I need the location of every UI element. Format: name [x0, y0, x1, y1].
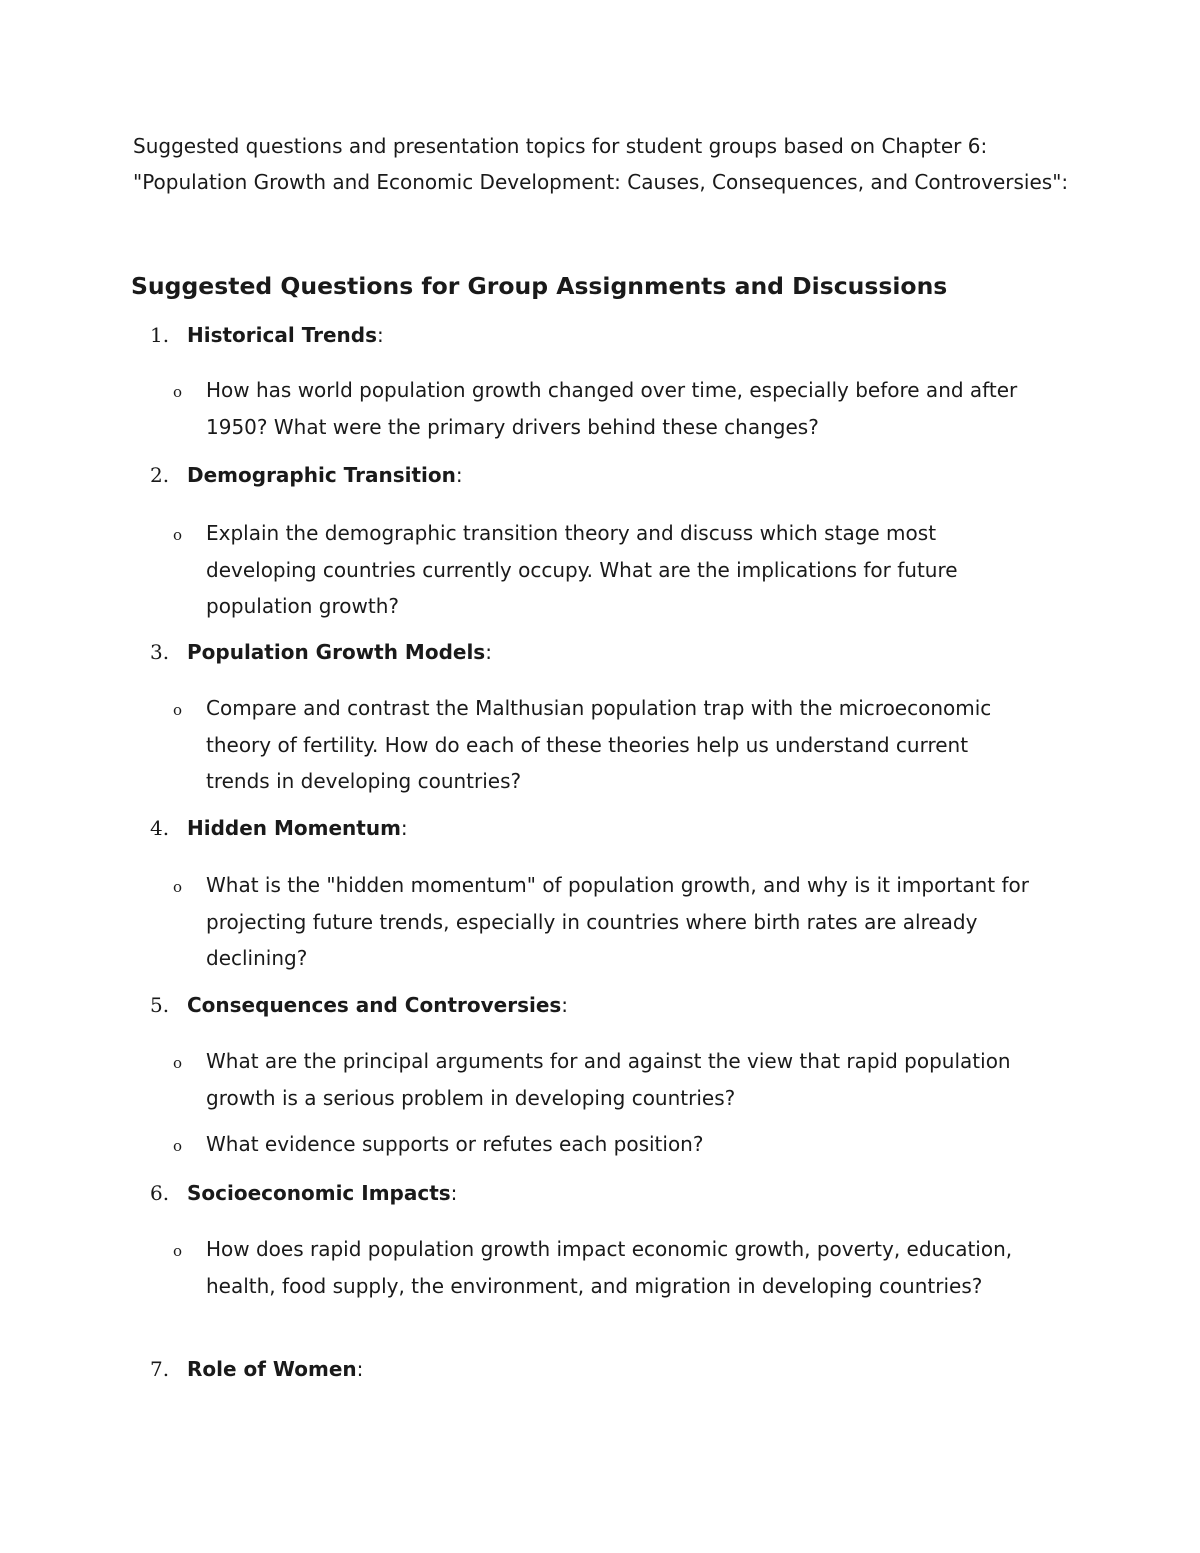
sub-question-text: How does rapid population growth impact economic growth, poverty, education, health, food supply, the environment, and migration in developing countries?: [206, 1237, 1013, 1298]
sub-question-text: What is the "hidden momentum" of population growth, and why is it important for projecting future trends, especially in countries where birth rates are already declining?: [206, 873, 1030, 970]
item-suffix: :: [356, 1357, 364, 1381]
bullet-icon: o: [173, 383, 183, 401]
sub-question-text: What evidence supports or refutes each position?: [206, 1132, 704, 1156]
item-title: Socioeconomic Impacts: [187, 1181, 451, 1205]
bullet-icon: o: [173, 701, 183, 719]
item-number: 3.: [150, 640, 170, 664]
item-title: Consequences and Controversies: [187, 993, 562, 1017]
bullet-icon: o: [173, 878, 183, 896]
item-suffix: :: [485, 640, 492, 664]
bullet-icon: o: [173, 1137, 183, 1155]
item-number: 4.: [150, 816, 170, 840]
item-suffix: :: [377, 323, 384, 347]
item-title: Hidden Momentum: [187, 816, 401, 840]
question-item: [150, 1351, 1070, 1387]
item-number: 6.: [150, 1181, 170, 1205]
sub-question-text: Compare and contrast the Malthusian population trap with the microeconomic theory of fertility. How do each of these theories help us understand current trends in developing countries?: [206, 696, 992, 793]
sub-question: [173, 1126, 1070, 1163]
sub-question: [173, 867, 1070, 977]
item-suffix: :: [400, 816, 408, 840]
item-number: 1.: [150, 323, 170, 347]
item-number: 5.: [150, 993, 170, 1017]
bullet-icon: o: [173, 1242, 183, 1260]
item-number: 2.: [150, 463, 170, 487]
question-item: [150, 634, 1070, 800]
section-heading: Suggested Questions for Group Assignments and Discussions: [131, 272, 948, 300]
item-title: Population Growth Models: [187, 640, 486, 664]
sub-question-text: How has world population growth changed over time, especially before and after 1950? What were the primary drivers behind these changes?: [206, 378, 1018, 439]
bullet-icon: o: [173, 526, 183, 544]
sub-question-text: Explain the demographic transition theory and discuss which stage most developing countries currently occupy. What are the implications for future population growth?: [206, 521, 958, 618]
item-title: Role of Women: [187, 1357, 357, 1381]
question-item: [150, 317, 1070, 445]
intro-paragraph: Suggested questions and presentation topics for student groups based on Chapter 6: "Population Growth and Economic Development: Causes, Consequences, and Controversies":: [133, 134, 1069, 194]
item-title: Demographic Transition: [187, 463, 456, 487]
item-suffix: :: [455, 463, 463, 487]
item-suffix: :: [450, 1181, 458, 1205]
sub-question: [173, 1043, 1070, 1116]
sub-question: [173, 372, 1070, 445]
bullet-icon: o: [173, 1054, 183, 1072]
question-item: [150, 457, 1070, 625]
sub-question: [173, 515, 1070, 625]
question-item: [150, 1175, 1070, 1304]
sub-question: [173, 1231, 1070, 1304]
sub-question: [173, 690, 1070, 800]
question-item: [150, 987, 1070, 1163]
item-suffix: :: [561, 993, 569, 1017]
sub-question-text: What are the principal arguments for and against the view that rapid population growth is a serious problem in developing countries?: [206, 1049, 1011, 1110]
item-number: 7.: [150, 1357, 170, 1381]
question-item: [150, 810, 1070, 977]
item-title: Historical Trends: [187, 323, 378, 347]
